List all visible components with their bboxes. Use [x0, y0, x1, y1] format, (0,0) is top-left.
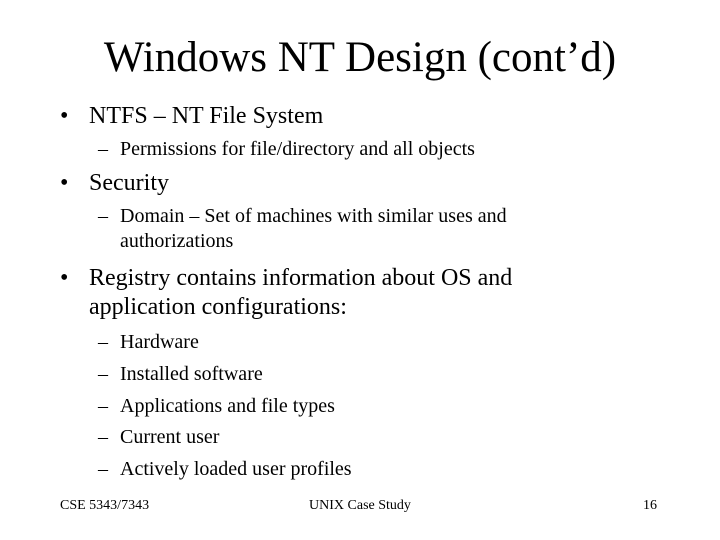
- sub-item-domain-cont: [120, 229, 233, 253]
- bullet-icon: •: [60, 170, 69, 196]
- slide-title: Windows NT Design (cont’d): [103, 34, 617, 81]
- footer-course: CSE 5343/7343: [60, 498, 150, 513]
- sub-item-text: Current user: [120, 426, 220, 448]
- sub-item-text: Permissions for file/directory and all objects: [120, 138, 475, 160]
- dash-icon: –: [98, 458, 108, 480]
- bullet-icon: •: [60, 103, 69, 129]
- sub-item-text-line2: authorizations: [120, 230, 234, 252]
- sub-item-hardware: [98, 330, 199, 354]
- bullet-item-ntfs: [60, 102, 324, 130]
- sub-item-text: Hardware: [120, 331, 199, 353]
- bullet-text: Security: [89, 170, 169, 196]
- sub-item-user-profiles: [98, 457, 352, 481]
- sub-item-permissions: [98, 137, 475, 161]
- bullet-text-line2: application configurations:: [89, 294, 347, 320]
- sub-item-text: Actively loaded user profiles: [120, 458, 352, 480]
- bullet-icon: •: [60, 265, 69, 291]
- sub-item-current-user: [98, 425, 220, 449]
- sub-item-text: Applications and file types: [120, 395, 335, 417]
- dash-icon: –: [98, 363, 108, 385]
- sub-item-installed-software: [98, 362, 263, 386]
- sub-item-text-line1: Domain – Set of machines with similar uses and: [120, 205, 507, 227]
- bullet-item-registry-cont: [89, 293, 347, 321]
- dash-icon: –: [98, 395, 108, 417]
- bullet-text-line1: Registry contains information about OS and: [89, 265, 513, 291]
- bullet-item-security: [60, 169, 169, 197]
- sub-item-domain: [98, 204, 507, 228]
- sub-item-applications: [98, 394, 335, 418]
- dash-icon: –: [98, 426, 108, 448]
- dash-icon: –: [98, 138, 108, 160]
- dash-icon: –: [98, 205, 108, 227]
- bullet-text: NTFS – NT File System: [89, 103, 324, 129]
- dash-icon: –: [98, 331, 108, 353]
- bullet-item-registry: [60, 264, 513, 292]
- footer-topic: UNIX Case Study: [309, 498, 411, 513]
- slide-number: 16: [643, 498, 657, 513]
- sub-item-text: Installed software: [120, 363, 263, 385]
